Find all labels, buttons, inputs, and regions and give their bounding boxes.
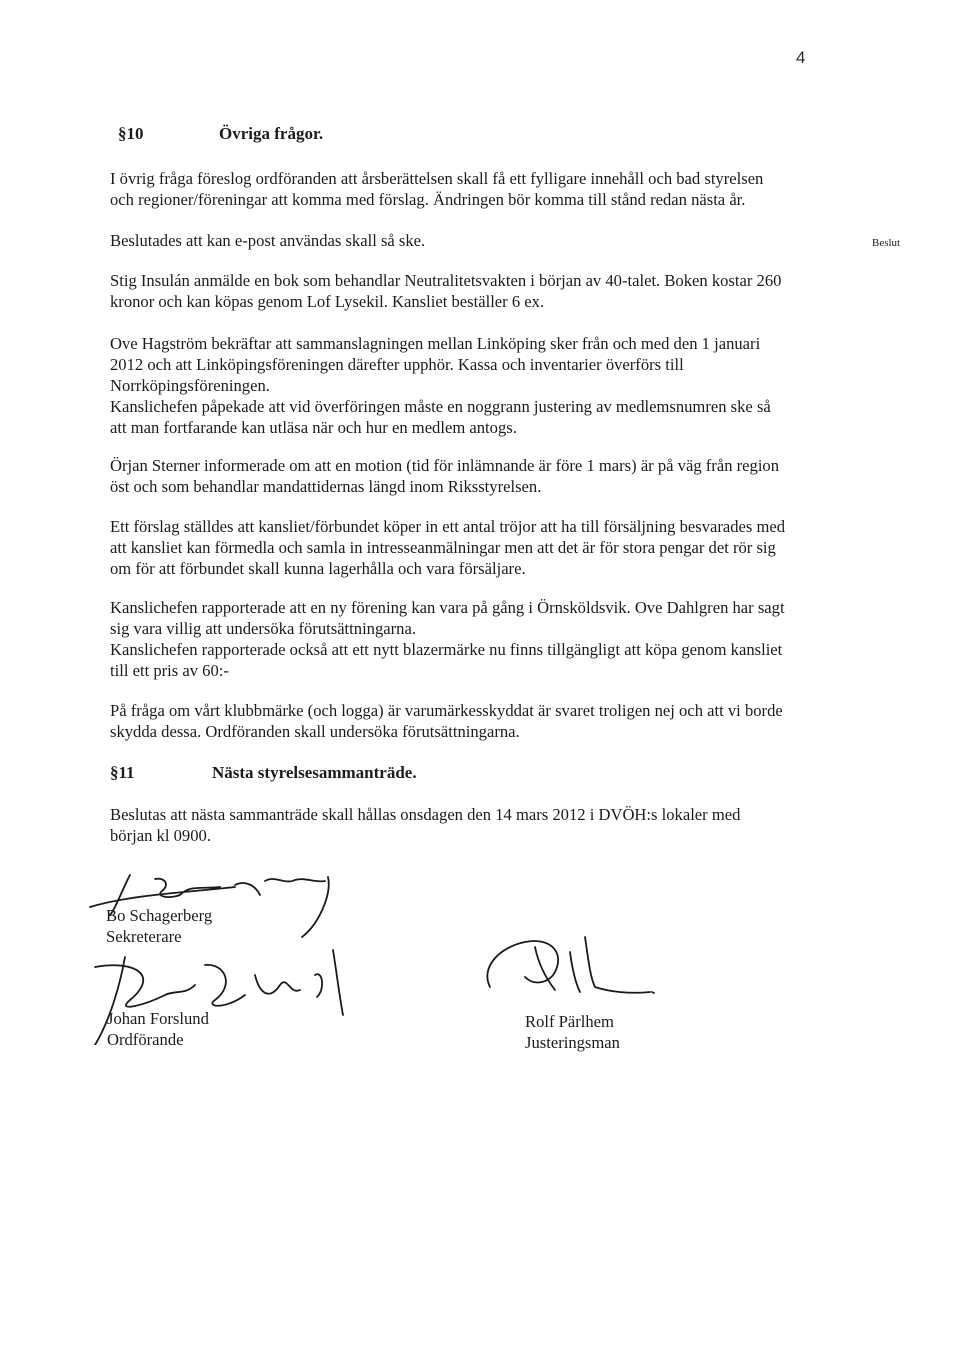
paragraph-epost bbox=[110, 230, 840, 251]
text-line: öst och som behandlar mandattidernas längd inom Riksstyrelsen. bbox=[110, 477, 542, 496]
text-line: till ett pris av 60:- bbox=[110, 661, 229, 680]
paragraph-bok bbox=[110, 270, 840, 312]
text-line: skydda dessa. Ordföranden skall undersöka förutsättningarna. bbox=[110, 722, 520, 741]
signer-role: Sekreterare bbox=[106, 927, 182, 946]
signer-role: Justeringsman bbox=[525, 1033, 620, 1052]
signer-name: Rolf Pärlhem bbox=[525, 1012, 614, 1031]
text-line: Ett förslag ställdes att kansliet/förbundet köper in ett antal tröjor att ha till försäljning besvarades med bbox=[110, 517, 786, 536]
signer-name: Johan Forslund bbox=[107, 1009, 209, 1028]
text-line: Kanslichefen rapporterade också att ett nytt blazermärke nu finns tillgängligt att köpa genom kansliet bbox=[110, 640, 783, 659]
page-number: 4 bbox=[796, 48, 806, 67]
text-line: och regioner/föreningar att komma med förslag. Ändringen bör komma till stånd redan nästa år. bbox=[110, 190, 746, 209]
text-line: att kansliet kan förmedla och samla in intresseanmälningar men att det är för stora pengar det rör sig bbox=[110, 538, 776, 557]
text-line: Stig Insulán anmälde en bok som behandlar Neutralitetsvakten i början av 40-talet. Boken kostar 260 bbox=[110, 271, 782, 290]
text-line: Örjan Sterner informerade om att en motion (tid för inlämnande är före 1 mars) är på väg från region bbox=[110, 456, 780, 475]
text-line: Kanslichefen påpekade att vid överföringen måste en noggrann justering av medlemsnumren ske så bbox=[110, 397, 771, 416]
text-line: På fråga om vårt klubbmärke (och logga) är varumärkesskyddat är svaret troligen nej och att vi borde bbox=[110, 701, 783, 720]
paragraph-klubbmarke bbox=[110, 700, 840, 742]
paragraph-motion bbox=[110, 455, 840, 497]
signature-rolf-parlhem bbox=[470, 932, 670, 1007]
margin-note-beslut: Beslut bbox=[872, 237, 901, 249]
text-line: 2012 och att Linköpingsföreningen därefter upphör. Kassa och inventarier överförs till bbox=[110, 355, 684, 374]
text-line: Beslutas att nästa sammanträde skall hållas onsdagen den 14 mars 2012 i DVÖH:s lokaler med bbox=[110, 805, 741, 824]
paragraph-ny-forening bbox=[110, 597, 840, 681]
paragraph-nasta-mote bbox=[110, 804, 840, 846]
text-line: att man fortfarande kan utläsa när och hur en medlem antogs. bbox=[110, 418, 517, 437]
text-line: Ove Hagström bekräftar att sammanslagningen mellan Linköping sker från och med den 1 januari bbox=[110, 334, 761, 353]
section-10-title: Övriga frågor. bbox=[219, 124, 324, 143]
signer-role: Ordförande bbox=[107, 1030, 184, 1049]
text-line: om för att förbundet skall kunna lagerhålla och vara försäljare. bbox=[110, 559, 526, 578]
text-line: början kl 0900. bbox=[110, 826, 211, 845]
text-line: Beslutades att kan e-post användas skall så ske. bbox=[110, 231, 426, 250]
text-line: kronor och kan köpas genom Lof Lysekil. Kansliet beställer 6 ex. bbox=[110, 292, 545, 311]
section-11-number: §11 bbox=[110, 763, 135, 782]
paragraph-trojor bbox=[110, 516, 840, 579]
paragraph-sammanslagning bbox=[110, 333, 840, 438]
text-line: sig vara villig att undersöka förutsättningarna. bbox=[110, 619, 416, 638]
text-line: Kanslichefen rapporterade att en ny förening kan vara på gång i Örnsköldsvik. Ove Dahlgren har sagt bbox=[110, 598, 785, 617]
paragraph-arsberattelse bbox=[110, 168, 840, 210]
text-line: Norrköpingsföreningen. bbox=[110, 376, 270, 395]
signer-name: Bo Schagerberg bbox=[106, 906, 213, 925]
text-line: I övrig fråga föreslog ordföranden att årsberättelsen skall få ett fylligare innehåll och bad styrelsen bbox=[110, 169, 764, 188]
section-10-number: §10 bbox=[118, 124, 144, 143]
section-11-title: Nästa styrelsesammanträde. bbox=[212, 763, 417, 782]
